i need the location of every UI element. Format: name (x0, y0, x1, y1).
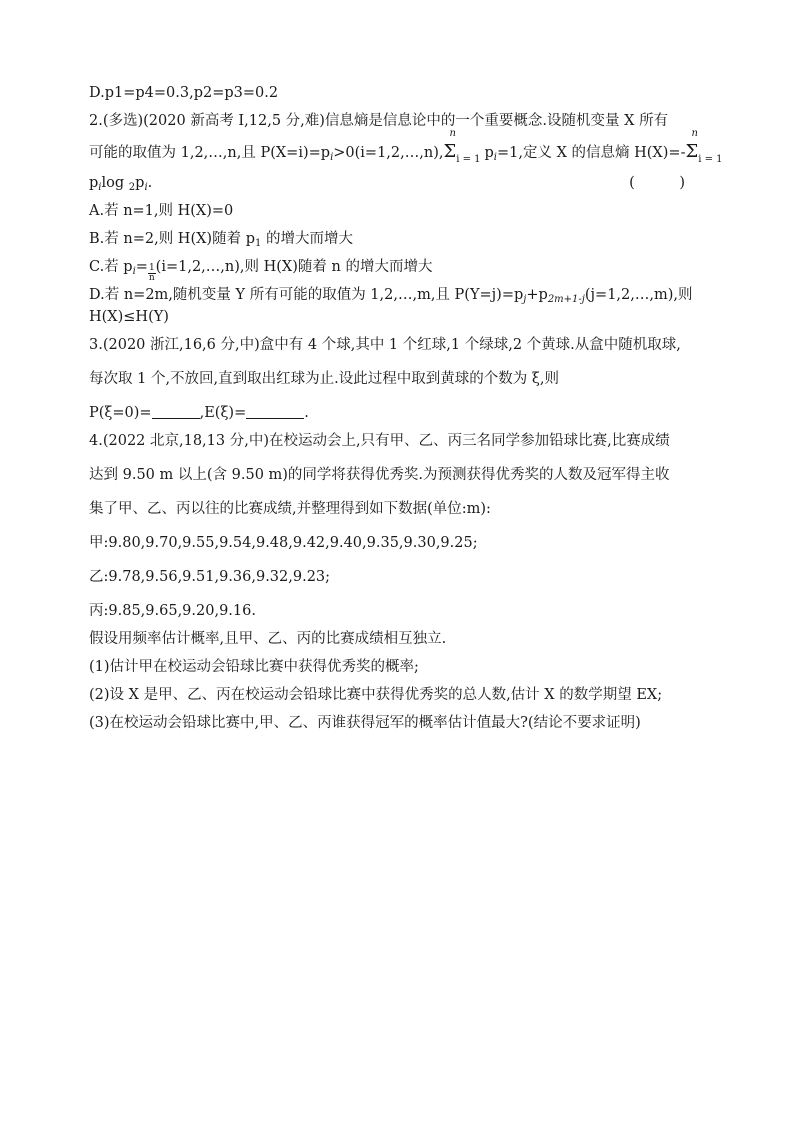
sum-lower-2: i = 1 (698, 154, 723, 165)
q2-option-d-line2 (89, 306, 705, 328)
fraction-1-over-n (148, 264, 156, 283)
q2-option-c-sub-i: i (132, 266, 136, 277)
sum-lower-1: i = 1 (456, 154, 481, 165)
q2-option-a-text: A.若 n=1,则 H(X)=0 (89, 203, 234, 219)
q2-stem-text-2c: p (484, 145, 494, 161)
sigma-icon: Σ (685, 141, 699, 162)
q4-stem-text-3: 集了甲、乙、丙以往的比赛成绩,并整理得到如下数据(单位:m): (89, 501, 491, 517)
q2-stem-text-2d: =1,定义 X 的信息熵 H(X)=- (497, 145, 686, 161)
sum-upper-1: n (449, 128, 456, 139)
q2-sub-i-3: i (98, 182, 102, 193)
q2-log-base: 2 (128, 182, 136, 193)
q2-stem-text-3e: . (147, 175, 153, 191)
q2-option-c-text-b: (i=1,2,…,n),则 H(X)随着 n 的增大而增大 (155, 259, 433, 275)
q3-stem-text-3b: ,E(ξ)= (199, 405, 247, 421)
q4-part-3 (89, 712, 705, 734)
q4-data-bing-text: 丙:9.85,9.65,9.20,9.16. (89, 603, 256, 619)
q2-option-d-text-c: (j=1,2,…,m),则 (584, 287, 693, 303)
q4-stem-line2 (89, 464, 705, 486)
sum-symbol-1 (443, 128, 484, 168)
q4-part-1 (89, 656, 705, 678)
q2-option-b (89, 228, 705, 250)
q2-stem-line3-left (89, 172, 152, 194)
q4-data-yi (89, 566, 705, 588)
q3-stem-line1 (89, 334, 705, 356)
q1-option-d (89, 82, 705, 104)
q4-part-3-text: (3)在校运动会铅球比赛中,甲、乙、丙谁获得冠军的概率估计值最大?(结论不要求证明) (89, 715, 641, 731)
q2-option-c: C.若 $p_i=$ $\frac{1}{n}$ (i=1,2,…,n),则 H(X)随着 n 的增大而增大 (89, 259, 433, 283)
q2-option-d-text-a: D.若 n=2m,随机变量 Y 所有可能的取值为 1,2,…,m,且 P(Y=j)=p (89, 287, 524, 303)
q2-stem-line1 (89, 110, 705, 132)
answer-blank-2[interactable] (246, 404, 304, 419)
q4-data-jia-text: 甲:9.80,9.70,9.55,9.54,9.48,9.42,9.40,9.35,9.30,9.25; (89, 535, 478, 551)
q2-option-b-text: B.若 n=2,则 H(X)随着 p (89, 231, 255, 247)
q4-stem-line3 (89, 498, 705, 520)
q2-option-d-line1 (89, 284, 705, 306)
fraction-numerator: 1 (148, 263, 155, 273)
q2-stem-text-2b: >0(i=1,2,…,n), (333, 145, 444, 161)
q3-stem-text-3a: P(ξ=0)= (89, 405, 152, 421)
q2-option-a (89, 200, 705, 222)
q4-data-jia (89, 532, 705, 554)
q4-stem-line1 (89, 430, 705, 452)
q2-option-b-end: 的增大而增大 (261, 231, 353, 247)
q2-stem-text-1: 2.(多选)(2020 新高考 Ⅰ,12,5 分,难)信息熵是信息论中的一个重要概念.设随机变量 X 所有 (89, 113, 669, 129)
q2-stem-line2 (89, 128, 723, 166)
q4-part-1-text: (1)估计甲在校运动会铅球比赛中获得优秀奖的概率; (89, 659, 419, 675)
q2-option-c-text-a: C.若 p (89, 259, 133, 275)
q2-option-d-sub-j: j (523, 294, 527, 305)
q4-part-2-text: (2)设 X 是甲、乙、丙在校运动会铅球比赛中获得优秀奖的总人数,估计 X 的数学期望 EX; (89, 687, 663, 703)
q3-stem-line3 (89, 402, 705, 424)
q4-assumption-text: 假设用频率估计概率,且甲、乙、丙的比赛成绩相互独立. (89, 631, 447, 647)
q4-part-2 (89, 684, 705, 706)
q2-option-b-sub: 1 (254, 238, 262, 249)
q2-stem-text-3d: p (135, 175, 145, 191)
q2-option-d-text-line2: H(X)≤H(Y) (89, 309, 169, 325)
q3-stem-text-2: 每次取 1 个,不放回,直到取出红球为止.设此过程中取到黄球的个数为 ξ,则 (89, 371, 559, 387)
q2-stem-text-2a: 可能的取值为 1,2,…,n,且 P(X=i)=p (89, 145, 331, 161)
sum-symbol-2 (685, 128, 726, 168)
q2-stem-line3 (89, 172, 705, 194)
q4-data-yi-text: 乙:9.78,9.56,9.51,9.36,9.32,9.23; (89, 569, 331, 585)
q3-stem-text-3c: . (304, 405, 309, 421)
q1-option-d-text: D.p1=p4=0.3,p2=p3=0.2 (89, 85, 279, 101)
answer-blank-1[interactable] (152, 404, 200, 419)
q2-sub-i-1: i (330, 152, 334, 163)
q2-sub-i-4: i (144, 182, 148, 193)
q3-stem-line2 (89, 368, 705, 390)
sum-upper-2: n (691, 128, 698, 139)
q4-data-bing (89, 600, 705, 622)
q4-stem-text-1: 4.(2022 北京,18,13 分,中)在校运动会上,只有甲、乙、丙三名同学参加铅球比赛,比赛成绩 (89, 433, 670, 449)
fraction-denominator: n (148, 273, 155, 283)
document-content (89, 82, 723, 734)
q4-assumption (89, 628, 705, 650)
q2-sub-i-2: i (493, 152, 497, 163)
q2-option-d-sub-2m: 2m+1-j (547, 294, 585, 305)
q2-stem-text-3: p (89, 175, 99, 191)
sigma-icon: Σ (443, 141, 457, 162)
q2-stem-text-3b: log (101, 175, 129, 191)
answer-parentheses: ( ) (629, 175, 705, 191)
q4-stem-text-2: 达到 9.50 m 以上(含 9.50 m)的同学将获得优秀奖.为预测获得优秀奖的人数及冠军得主收 (89, 467, 670, 483)
q3-stem-text-1: 3.(2020 浙江,16,6 分,中)盒中有 4 个球,其中 1 个红球,1 个绿球,2 个黄球.从盒中随机取球, (89, 337, 681, 353)
q2-option-d-text-b: +p (526, 287, 548, 303)
